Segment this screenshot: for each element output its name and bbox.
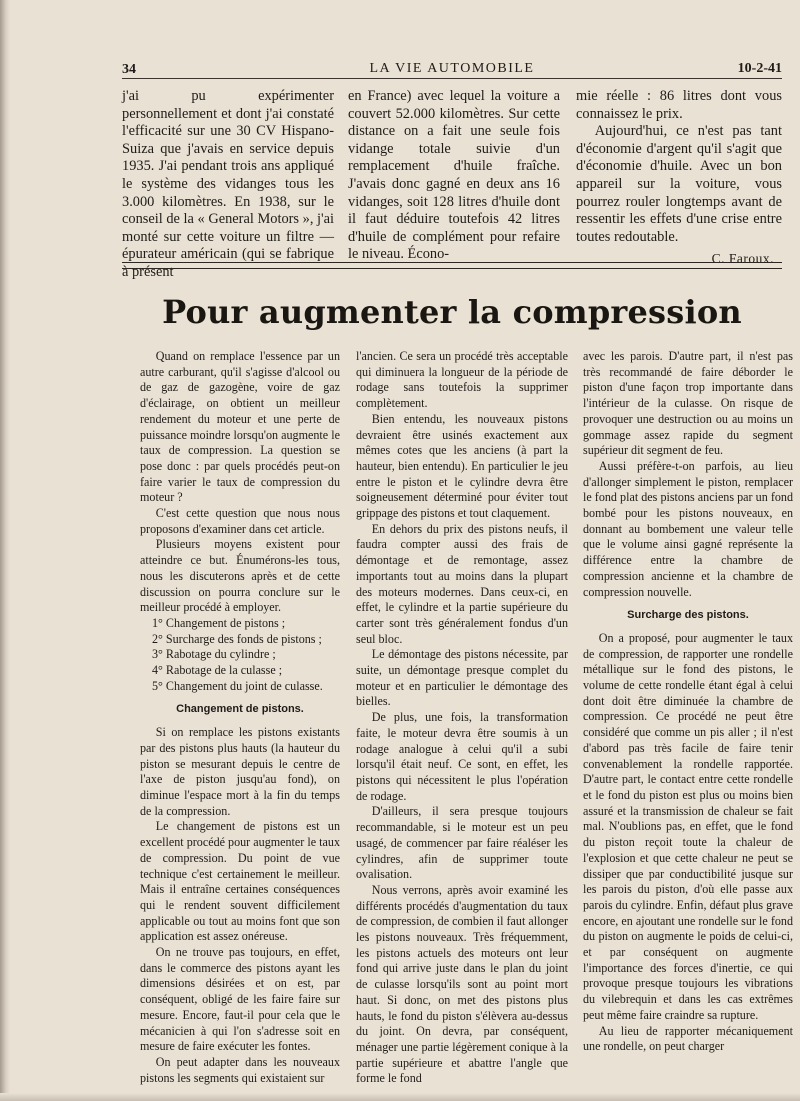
- paragraph: Nous verrons, après avoir examiné les différents procédés d'augmentation du taux de compression, de combien il faut allonger les pistons nouveaux. Très fréquemment, les pistons actuels des moteurs ont leur fond qui arrive juste dans le plan du joint de culasse lorsqu'ils sont au point mort haut. Si donc, on met des pistons plus hauts, le fond du piston s'élèvera au-dessus du joint. On devra, par conséquent, ménager une partie légèrement conique à la partie supérieure et abattre l'angle que forme le fond: [356, 882, 568, 1086]
- page-number: 34: [122, 62, 136, 77]
- methods-list: [140, 616, 340, 695]
- list-item: 1° Changement de pistons ;: [152, 615, 286, 630]
- paragraph: Bien entendu, les nouveaux pistons devraient être usinés exactement aux mêmes cotes que les anciens (à part la hauteur, bien entendu). En particulier le jeu entre le piston et le cylindre devra être soigneusement déterminé pour éviter tout grippage des pistons et tout claquement.: [356, 411, 568, 521]
- previous-article-column-1: [122, 88, 334, 282]
- paragraph: En dehors du prix des pistons neufs, il faudra compter aussi des frais de démontage et de remontage, assez importants tout au moins dans la plupart des moteurs modernes. Dans ceux-ci, en effet, le cylindre et la partie supérieure du carter sont très généralement fondus d'un seul bloc.: [356, 521, 568, 646]
- paragraph: Aujourd'hui, ce n'est pas tant d'économie d'argent qu'il s'agit que d'économie d'huile. Avec un bon appareil sur la voiture, vous pourrez rouler longtemps avant de ressentir les effets d'une crise entre toutes redoutable.: [576, 123, 782, 245]
- paragraph: en France) avec lequel la voiture a couvert 52.000 kilomètres. Sur cette distance on a fait une seule fois vidange totale suivie d'un remplacement d'huile fraîche. J'avais donc gagné en deux ans 16 vidanges, soit 128 litres d'huile dont il faut déduire toutefois 42 litres d'huile de complément pour refaire le niveau. Écono-: [348, 88, 560, 263]
- previous-article-column-3: [576, 88, 782, 268]
- paragraph: D'ailleurs, il sera presque toujours recommandable, si le moteur est un peu usagé, de commencer par faire réaléser les cylindres, afin de supprimer toute ovalisation.: [356, 804, 568, 882]
- paragraph: Plusieurs moyens existent pour atteindre ce but. Énumérons-les tous, nous les discuterons après et de cette discussion on pourra conclure sur le meilleur procédé à employer.: [140, 537, 340, 615]
- page-bottom-shadow: [0, 1093, 800, 1101]
- list-item: 2° Surcharge des fonds de pistons ;: [152, 631, 322, 646]
- list-item: 3° Rabotage du cylindre ;: [152, 647, 276, 662]
- paragraph: mie réelle : 86 litres dont vous connaissez le prix.: [576, 88, 782, 122]
- paragraph: On peut adapter dans les nouveaux pistons les segments qui existaient sur: [140, 1054, 340, 1085]
- paragraph: Au lieu de rapporter mécaniquement une rondelle, on peut charger: [583, 1023, 793, 1054]
- page-header: [122, 60, 782, 80]
- magazine-title: LA VIE AUTOMOBILE: [369, 61, 535, 76]
- paragraph: On a proposé, pour augmenter le taux de compression, de rapporter une rondelle métallique sur le fond des pistons, le volume de cette rondelle étant égal à celui dont doit être diminuée la chambre de compression. Ce procédé ne peut être considéré que comme un pis aller ; il n'est d'abord pas très facile de faire tenir convenablement la rondelle rapportée. D'autre part, le contact entre cette rondelle et le fond du piston est plus ou moins bien assuré et la transmission de chaleur se fait mal. N'oublions pas, en effet, que le fond du piston reçoit toute la chaleur de l'explosion et que cette chaleur ne peut se dissiper que par conductibilité jusque sur les parois du piston, d'où elle passe aux parois du cylindre. Enfin, défaut plus grave encore, en ajoutant une rondelle sur le fond du piston on augmente le poids de celui-ci, et par conséquent on augmente l'importance des forces d'inertie, ce qui provoque presque toujours les vibrations du vilebrequin et dans les cas extrêmes peut même faire craindre sa rupture.: [583, 630, 793, 1022]
- paragraph: C'est cette question que nous nous proposons d'examiner dans cet article.: [140, 506, 340, 536]
- header-rule: [122, 78, 782, 79]
- paragraph: Le démontage des pistons nécessite, par suite, un démontage presque complet du moteur et en particulier le démontage des bielles.: [356, 647, 568, 709]
- article-column-2: [356, 349, 568, 1087]
- paragraph: Si on remplace les pistons existants par des pistons plus hauts (la hauteur du piston se mesurant depuis le centre de l'axe de piston jusqu'au fond), on diminue l'espace mort à la fin du temps de la compression.: [140, 725, 340, 818]
- paragraph: Quand on remplace l'essence par un autre carburant, qu'il s'agisse d'alcool ou de gaz de gazogène, voire de gaz d'éclairage, on obtient un meilleur rendement du moteur et une perte de puissance moindre lorsqu'on augmente le taux de compression. La question se pose donc : par quels procédés peut-on faire varier le taux de compression du moteur ?: [140, 349, 340, 505]
- issue-date: 10-2-41: [737, 61, 782, 76]
- article-separator: [122, 262, 782, 269]
- paragraph: On ne trouve pas toujours, en effet, dans le commerce des pistons ayant les dimensions désirées et on est, par conséquent, obligé de les faire faire sur mesure. Encore, faut-il pour cela que le mécanicien à qui l'on s'adresse soit en mesure de faire exécuter les fontes.: [140, 945, 340, 1054]
- paragraph: Le changement de pistons est un excellent procédé pour augmenter le taux de compression. Du point de vue technique c'est certainement le meilleur. Mais il entraîne certaines conséquences qui le rendent souvent difficilement applicable ou tout au moins font que son application est assez onéreuse.: [140, 819, 340, 944]
- author-signature: C. Faroux.: [711, 251, 774, 267]
- list-item: 5° Changement du joint de culasse.: [152, 678, 323, 693]
- list-item: 4° Rabotage de la culasse ;: [152, 663, 283, 678]
- paragraph: j'ai pu expérimenter personnellement et dont j'ai constaté l'efficacité sur une 30 CV Hispano-Suiza que j'avais en service depuis 1935. J'ai pendant trois ans appliqué le système des vidanges tous les 3.000 kilomètres. En 1938, sur le conseil de la « General Motors », j'ai monté sur cette voiture un filtre — épurateur américain (qui se fabrique à présent: [122, 88, 334, 280]
- article-column-3: [583, 349, 793, 1055]
- article-column-1: [140, 349, 340, 1086]
- page-binding-shadow: [0, 0, 10, 1101]
- section-heading: Surcharge des pistons.: [627, 609, 749, 622]
- paragraph: De plus, une fois, la transformation faite, le moteur devra être soumis à un rodage analogue à celui qu'il a subi lorsqu'il était neuf. Ce sont, en effet, les pistons qui nécessitent le plus l'opération de rodage.: [356, 710, 568, 803]
- paragraph: avec les parois. D'autre part, il n'est pas très recommandé de faire déborder le piston d'une façon trop importante dans l'intérieur de la culasse. On risque de provoquer une destruction ou au moins un gommage assez rapide du segment supérieur dit segment de feu.: [583, 349, 793, 458]
- section-heading: Changement de pistons.: [176, 703, 304, 716]
- paragraph: l'ancien. Ce sera un procédé très acceptable qui diminuera la longueur de la période de rodage sans toutefois la supprimer complètement.: [356, 349, 568, 411]
- previous-article-column-2: [348, 88, 560, 264]
- paragraph: Aussi préfère-t-on parfois, au lieu d'allonger simplement le piston, remplacer le fond plat des pistons anciens par un fond bombé pour les pistons nouveaux, en donnant au bombement une valeur telle que le volume ainsi gagné représente la différence entre la chambre de compression ancienne et la chambre de compression nouvelle.: [583, 458, 793, 599]
- article-title: Pour augmenter la compression: [162, 293, 742, 331]
